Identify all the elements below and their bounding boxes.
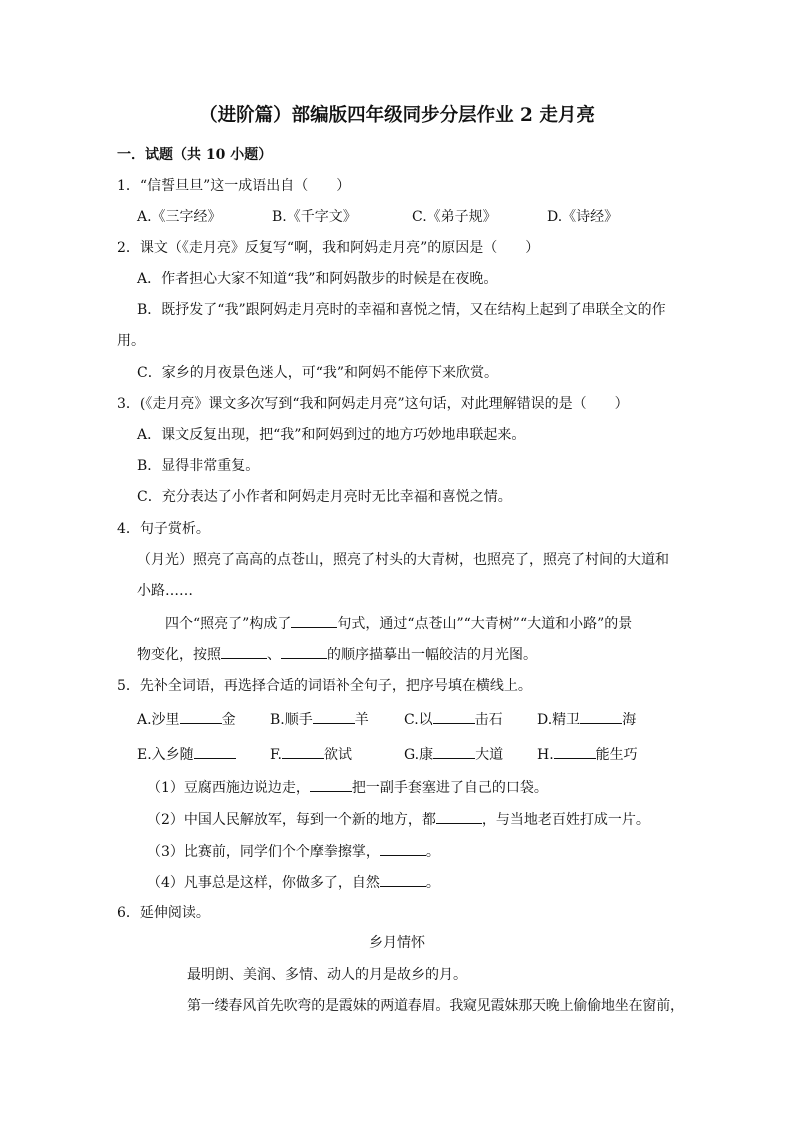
question-3-option-b: B．显得非常重复。 — [137, 458, 260, 474]
sentence-text: 。 — [425, 844, 440, 860]
q4-text: 的顺序描摹出一幅皎洁的月光图。 — [327, 647, 537, 663]
idiom-prefix: B.顺手 — [270, 712, 313, 728]
idiom-prefix: C.以 — [404, 712, 433, 728]
article-paragraph-2: 第一缕春风首先吹弯的是霞妹的两道春眉。我窥见霞妹那天晚上偷偷地坐在窗前， — [187, 998, 684, 1014]
worksheet-title: （进阶篇）部编版四年级同步分层作业 2 走月亮 — [199, 105, 595, 126]
answer-blank[interactable] — [433, 709, 475, 724]
q4-text: 四个“照亮了”构成了 — [165, 616, 292, 632]
idiom-prefix: H. — [537, 747, 554, 763]
answer-blank[interactable] — [180, 709, 222, 724]
answer-blank[interactable] — [580, 709, 622, 724]
question-4-quote-line-2: 小路…… — [137, 583, 193, 599]
question-4-stem: 4．句子赏析。 — [117, 521, 210, 537]
section-heading: 一．试题（共 10 小题） — [117, 147, 273, 163]
question-5-sentence-4 — [147, 872, 440, 892]
idiom-suffix: 海 — [622, 712, 637, 728]
question-5-stem: 5．先补全词语，再选择合适的词语补全句子，把序号填在横线上。 — [117, 678, 532, 694]
question-5-sentence-2 — [147, 809, 650, 829]
question-1-option-d: D.《诗经》 — [547, 209, 619, 225]
idiom-item-e — [137, 744, 236, 764]
idiom-prefix: F. — [270, 747, 282, 763]
question-3-option-a: A．课文反复出现，把“我”和阿妈到过的地方巧妙地串联起来。 — [137, 427, 526, 443]
answer-blank[interactable] — [380, 872, 426, 887]
question-5-sentence-3 — [147, 841, 440, 861]
idiom-suffix: 金 — [221, 712, 236, 728]
idiom-suffix: 能生巧 — [595, 747, 638, 763]
question-6-stem: 6．延伸阅读。 — [117, 905, 210, 921]
idiom-suffix: 羊 — [354, 712, 369, 728]
question-3-option-c: C．充分表达了小作者和阿妈走月亮时无比幸福和喜悦之情。 — [137, 489, 512, 505]
sentence-text: （1）豆腐西施边说边走， — [147, 780, 310, 796]
article-paragraph-1: 最明朗、美润、多情、动人的月是故乡的月。 — [187, 967, 467, 983]
answer-blank[interactable] — [194, 744, 236, 759]
sentence-text: 把一副手套塞进了自己的口袋。 — [351, 780, 548, 796]
idiom-suffix: 大道 — [475, 747, 504, 763]
question-4-prompt-line-1 — [165, 613, 632, 633]
answer-blank[interactable] — [380, 841, 426, 856]
idiom-prefix: D.精卫 — [537, 712, 581, 728]
question-2-stem: 2．课文（《走月亮》反复写“啊，我和阿妈走月亮”的原因是（ ） — [117, 240, 540, 256]
idiom-item-b — [270, 709, 369, 729]
idiom-item-g — [404, 744, 503, 764]
q4-text: 句式，通过“点苍山”“大青树”“大道和小路”的景 — [337, 616, 633, 632]
question-1-stem: 1．“信誓旦旦”这一成语出自（ ） — [117, 178, 351, 194]
q4-text: 、 — [267, 647, 281, 663]
idiom-item-h — [537, 744, 638, 764]
question-2-option-c: C．家乡的月夜景色迷人，可“我”和阿妈不能停下来欣赏。 — [137, 365, 499, 381]
answer-blank[interactable] — [310, 777, 352, 792]
question-1-option-a: A.《三字经》 — [137, 209, 222, 225]
sentence-text: （3）比赛前，同学们个个摩拳擦掌， — [147, 844, 380, 860]
question-5-sentence-1 — [147, 777, 548, 797]
idiom-item-c — [404, 709, 503, 729]
answer-blank[interactable] — [221, 644, 267, 659]
question-2-option-a: A．作者担心大家不知道“我”和阿妈散步的时候是在夜晚。 — [137, 271, 498, 287]
q4-text: 物变化，按照 — [137, 647, 221, 663]
idiom-prefix: G.康 — [404, 747, 434, 763]
answer-blank[interactable] — [436, 809, 482, 824]
question-1-option-b: B.《千字文》 — [272, 209, 357, 225]
question-1-option-c: C.《弟子规》 — [412, 209, 497, 225]
question-4-quote-line-1: （月光）照亮了高高的点苍山，照亮了村头的大青树，也照亮了，照亮了村间的大道和 — [137, 552, 669, 568]
answer-blank[interactable] — [554, 744, 596, 759]
question-3-stem: 3．(《走月亮》课文多次写到“我和阿妈走月亮”这句话，对此理解错误的是（ ） — [117, 396, 629, 412]
idiom-item-f — [270, 744, 352, 764]
idiom-suffix: 欲试 — [323, 747, 352, 763]
sentence-text: （2）中国人民解放军，每到一个新的地方，都 — [147, 812, 436, 828]
question-2-option-b: B．既抒发了“我”跟阿妈走月亮时的幸福和喜悦之情，又在结构上起到了串联全文的作 — [137, 302, 666, 318]
idiom-prefix: A.沙里 — [137, 712, 180, 728]
question-2-option-b-cont: 用。 — [117, 333, 145, 349]
idiom-item-d — [537, 709, 636, 729]
answer-blank[interactable] — [313, 709, 355, 724]
answer-blank[interactable] — [282, 744, 324, 759]
answer-blank[interactable] — [281, 644, 327, 659]
sentence-text: ，与当地老百姓打成一片。 — [481, 812, 650, 828]
sentence-text: 。 — [425, 875, 440, 891]
answer-blank[interactable] — [291, 613, 337, 628]
sentence-text: （4）凡事总是这样，你做多了，自然 — [147, 875, 380, 891]
question-4-prompt-line-2 — [137, 644, 537, 664]
idiom-item-a — [137, 709, 236, 729]
article-title: 乡月情怀 — [369, 935, 425, 951]
idiom-prefix: E.入乡随 — [137, 747, 194, 763]
idiom-suffix: 击石 — [474, 712, 503, 728]
answer-blank[interactable] — [433, 744, 475, 759]
